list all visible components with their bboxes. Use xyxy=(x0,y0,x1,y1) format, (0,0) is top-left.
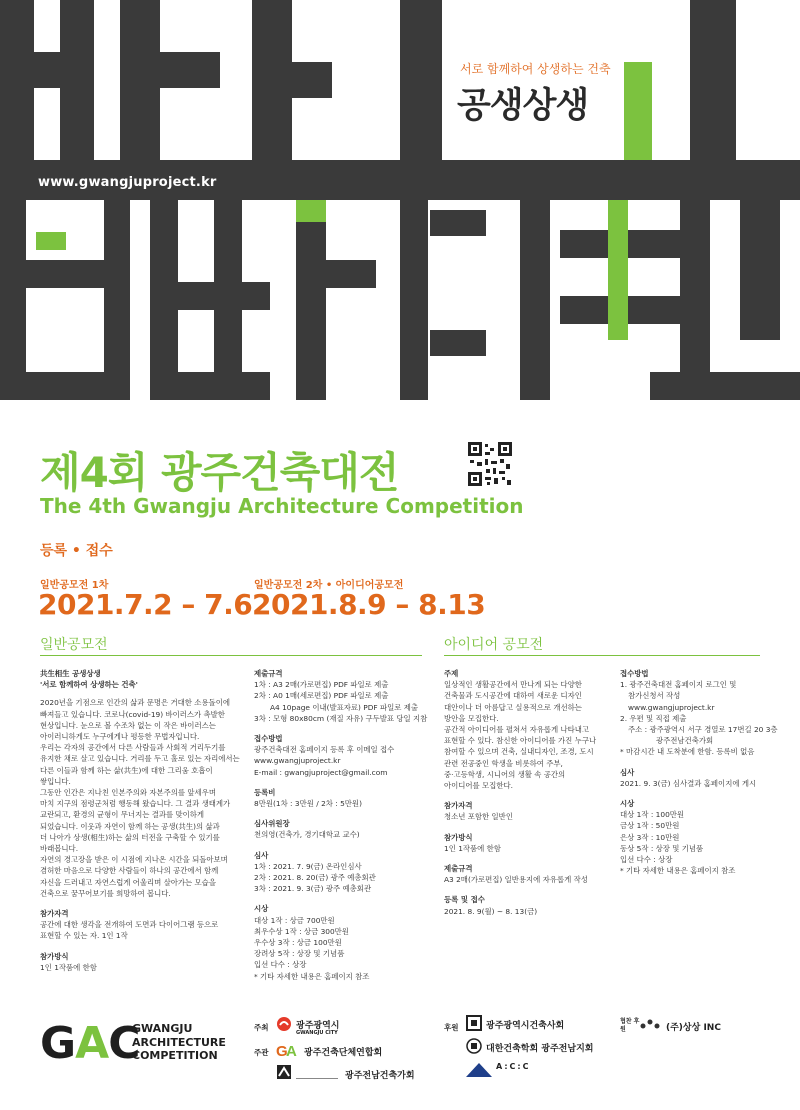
website-link[interactable]: www.gwangjuproject.kr xyxy=(628,702,715,712)
hero-block xyxy=(120,0,160,160)
kia-wordmark xyxy=(296,1066,338,1079)
general-details-column: 제출규격 1차 : A3 2매(가로편집) PDF 파일로 제출 2차 : A0 1매(세로편집) PDF 파일로 제출 A4 10page 이내(발표자료) PDF 파일로 제출 3차 : 모형 80x80cm (재질 자유) 구두발표 당일 지참 접수방법 광주건축대전 홈페이지 등록 후 이메일 접수 www.gwangjuproject.kr E-mail : gwangjuproject@gmail.com 등록비 8만원(1차 : 3만원 / 2차 : 5만원) 심사위원장 천의영(건축가, 경기대학교 교수) 심사 1차 : 2021. 7. 9(금) 온라인심사 2차 : 2021. 8. 20(금) 광주 예총회관 3차 : 2021. 9. 3(금) 광주 예총회관 시상 대상 1작 : 상금 700만원 최우수상 1작 : 상금 300만원 우수상 3작 : 상금 100만원 장려상 5작 : 상장 및 기념품 입선 다수 : 상장 * 기타 자세한 내용은 홈페이지 참조 xyxy=(254,668,434,982)
svg-text:A: A xyxy=(286,1043,297,1060)
idea-receipt-title: 접수방법 xyxy=(620,669,649,678)
hero-accent xyxy=(36,232,66,250)
sponsor-label: 후원 xyxy=(444,1023,459,1032)
idea-theme-title: 주제 xyxy=(444,669,459,678)
registration-heading: 등록 • 접수 xyxy=(40,543,113,559)
period1-dates: 2021.7.2 – 7.6 xyxy=(38,588,253,621)
hero-block xyxy=(680,200,710,400)
fee-title: 등록비 xyxy=(254,787,276,797)
hero-block xyxy=(0,372,130,400)
gac-logo: GAC xyxy=(40,1018,140,1069)
hero-title: 공생상생 xyxy=(457,86,589,126)
hero-block xyxy=(150,282,270,310)
svg-text:G: G xyxy=(276,1043,288,1060)
theme-title: 共生相生 공생상생 xyxy=(40,669,101,678)
hero-block xyxy=(252,0,292,160)
sponsor1-name: 광주광역시건축사회 xyxy=(486,1021,565,1031)
website-link[interactable]: www.gwangjuproject.kr xyxy=(254,756,341,766)
period1-label: 일반공모전 1차 xyxy=(40,580,109,591)
hero-block xyxy=(150,372,270,400)
review-title: 심사 xyxy=(254,850,269,860)
kia-emblem-icon xyxy=(276,1064,292,1080)
event-title: 제4회 광주건축대전 xyxy=(40,448,399,497)
idea-intro-column: 주제 일상적인 생활공간에서 만나게 되는 다양한 건축물과 도시공간에 대하여 새로운 디자인 대안이나 더 아름답고 실용적으로 개선하는 방안을 모집한다. 공간적 아이디어를 펼쳐서 자유롭게 나타내고 표현할 수 있다. 참신한 아이디어를 가진 누구나 참여할 수 있으며 건축, 실내디자인, 조경, 도시 관련 전공중인 학생을 비롯하여 주부, 중·고등학생, 시니어의 생활 속 공간의 아이디어를 모집한다. 참가자격 청소년 포함한 일반인 참가방식 1인 1작품에 한함 제출규격 A3 2매(가로편집) 일반용지에 자유롭게 작성 등록 및 접수 2021. 8. 9(월) ~ 8. 13(금) xyxy=(444,668,614,917)
hero-block xyxy=(292,62,332,98)
hero-block xyxy=(740,200,780,340)
hero-accent xyxy=(608,200,628,340)
section-idea: 아이디어 공모전 xyxy=(444,637,544,653)
hero-block xyxy=(296,260,376,288)
section-idea-rule xyxy=(444,655,760,656)
sponsor3-name: A:C:C xyxy=(496,1062,531,1071)
hero-block xyxy=(400,0,442,160)
hero-accent xyxy=(296,200,326,222)
hero-block xyxy=(104,200,130,400)
organizer1-name: 광주건축단체연합회 xyxy=(304,1048,383,1058)
email-link[interactable]: E-mail : gwangjuproject@gmail.com xyxy=(254,767,388,777)
idea-review-title: 심사 xyxy=(620,767,635,777)
award-title: 시상 xyxy=(254,904,269,914)
qr-code-icon[interactable] xyxy=(468,442,512,486)
website-link[interactable]: www.gwangjuproject.kr xyxy=(38,175,217,190)
sponsor-extra-name: (주)상상 INC xyxy=(666,1023,721,1033)
idea-award-title: 시상 xyxy=(620,799,635,809)
hero-block xyxy=(0,52,94,88)
gac-logo-subtitle: GWANGJU ARCHITECTURE COMPETITION xyxy=(132,1022,226,1062)
architects-association-icon xyxy=(466,1015,482,1031)
theme-subtitle: '서로 함께하여 상생하는 건축' xyxy=(40,680,138,690)
event-title-en: The 4th Gwangju Architecture Competition xyxy=(40,494,524,518)
sponsor2-name: 대한건축학회 광주전남지회 xyxy=(486,1044,594,1054)
tagline: 서로 함께하여 상생하는 건축 xyxy=(460,62,611,76)
gac-small-logo-icon xyxy=(276,1040,302,1060)
organizer2-name: 광주전남건축가회 xyxy=(345,1071,415,1081)
hero-block xyxy=(430,330,486,356)
hero-accent xyxy=(624,62,652,160)
period2-dates: 2021.8.9 – 8.13 xyxy=(252,588,486,621)
host-name: 광주광역시 xyxy=(296,1021,340,1031)
qual-title: 참가자격 xyxy=(40,909,69,919)
aik-emblem-icon xyxy=(466,1038,482,1054)
hero-block xyxy=(400,200,428,400)
hero-block xyxy=(214,200,242,400)
hero-block xyxy=(160,52,220,88)
section-general: 일반공모전 xyxy=(40,637,108,653)
idea-reg-title: 등록 및 접수 xyxy=(444,895,485,905)
gwangju-city-emblem-icon xyxy=(276,1016,292,1032)
organizer-label: 주관 xyxy=(254,1048,269,1057)
idea-method-title: 참가방식 xyxy=(444,832,473,842)
section-general-rule xyxy=(40,655,422,656)
hero-block xyxy=(650,372,800,400)
hero-block xyxy=(430,210,486,236)
method-title: 참가방식 xyxy=(40,951,69,961)
judge-title: 심사위원장 xyxy=(254,819,290,829)
sponsor-extra-label: 협찬 후원 xyxy=(620,1018,640,1033)
hero-block xyxy=(690,0,736,160)
idea-details-column: 접수방법 1. 광주건축대전 홈페이지 로그인 및 참가신청서 작성 www.gwangjuproject.kr 2. 우편 및 직접 제출 주소 : 광주광역시 서구 경열로 17번길 20 3층 광주전남건축가회 * 마감시간 내 도착분에 한함. 등록비 없음 심사 2021. 9. 3(금) 심사결과 홈페이지에 게시 시상 대상 1작 : 100만원 금상 1작 : 50만원 은상 3작 : 10만원 동상 5작 : 상장 및 기념품 입선 다수 : 상장 * 기타 자세한 내용은 홈페이지 참조 xyxy=(620,668,796,876)
hero-block xyxy=(520,200,550,400)
idea-submit-title: 제출규격 xyxy=(444,864,473,874)
submit-title: 제출규격 xyxy=(254,669,283,678)
host-label: 주최 xyxy=(254,1023,269,1032)
acc-emblem-icon xyxy=(466,1061,492,1079)
receipt-title: 접수방법 xyxy=(254,734,283,744)
host-name-en: GWANGJU CITY xyxy=(296,1030,338,1036)
hero-block xyxy=(296,200,326,400)
hero-block xyxy=(0,200,26,400)
idea-qual-title: 참가자격 xyxy=(444,801,473,811)
general-intro-column: 共生相生 공생상생 '서로 함께하여 상생하는 건축' 2020년을 기점으로 인간의 삶과 문명은 거대한 소용돌이에 빠져들고 있습니다. 코로나(covid-19) 바이러스가 촉발한 현상입니다. 눈으로 볼 수조차 없는 이 작은 바이러스는 아이러니하게도 누구에게나 평등한 무법자입니다. 우리는 각자의 공간에서 다른 사람들과 사회적 거리두기를 유지한 채로 살고 있습니다. 거리를 두고 홀로 있는 자리에서는 다른 이들과 함께 하는 삶(共生)에 대한 그리움 호흡이 쌓입니다. 그동안 인간은 지나친 인본주의와 자본주의를 앞세우며 마치 지구의 점령군처럼 행동해 왔습니다. 그 결과 생태계가 교란되고, 환경의 균형이 무너지는 결과를 맞이하게 되었습니다. 이웃과 자연이 함께 하는 공생(共生)의 삶과 더 나아가 상생(相生)하는 삶의 터전을 구축할 수 있기를 바래봅니다. 자연의 경고장을 받은 이 시점에 지나온 시간을 되돌아보며 겸허한 마음으로 다양한 사람들이 하나의 공간에서 함께 자신을 드러내고 자연스럽게 어울리며 살아가는 모습을 건축으로 꿈꾸어보기를 희망하여 봅니다. 참가자격 공간에 대한 생각을 전개하여 도면과 다이어그램 등으로 표현할 수 있는 자. 1인 1작 참가방식 1인 1작품에 한함 xyxy=(40,668,245,973)
theme-body: 2020년을 기점으로 인간의 삶과 문명은 거대한 소용돌이에 빠져들고 있습니다. 코로나(covid-19) 바이러스가 촉발한 현상입니다. 눈으로 볼 수조차 없는 이 작은 바이러스는 아이러니하게도 누구에게나 평등한 무법자입니다. 우리는 각자의 공간에서 다른 사람들과 사회적 거리두기를 유지한 채로 살고 있습니다. 거리를 두고 홀로 있는 자리에서는 다른 이들과 함께 하는 삶(共生)에 대한 그리움 호흡이 쌓입니다. 그동안 인간은 지나친 인본주의와 자본주의를 앞세우며 마치 지구의 점령군처럼 행동해 왔습니다. 그 결과 생태계가 교란되고, 환경의 균형이 무너지는 결과를 맞이하게 되었습니다. 이웃과 자연이 함께 하는 공생(共生)의 삶과 더 나아가 상생(相生)하는 삶의 터전을 구축할 수 있기를 바래봅니다. 자연의 경고장을 받은 이 시점에 지나온 시간을 되돌아보며 겸허한 마음으로 다양한 사람들이 하나의 공간에서 함께 자신을 드러내고 자연스럽게 어울리며 살아가는 모습을 건축으로 꿈꾸어보기를 희망하여 봅니다. xyxy=(40,698,240,898)
period2-label: 일반공모전 2차 • 아이디어공모전 xyxy=(254,580,404,591)
sangsang-logo-icon xyxy=(640,1018,662,1030)
